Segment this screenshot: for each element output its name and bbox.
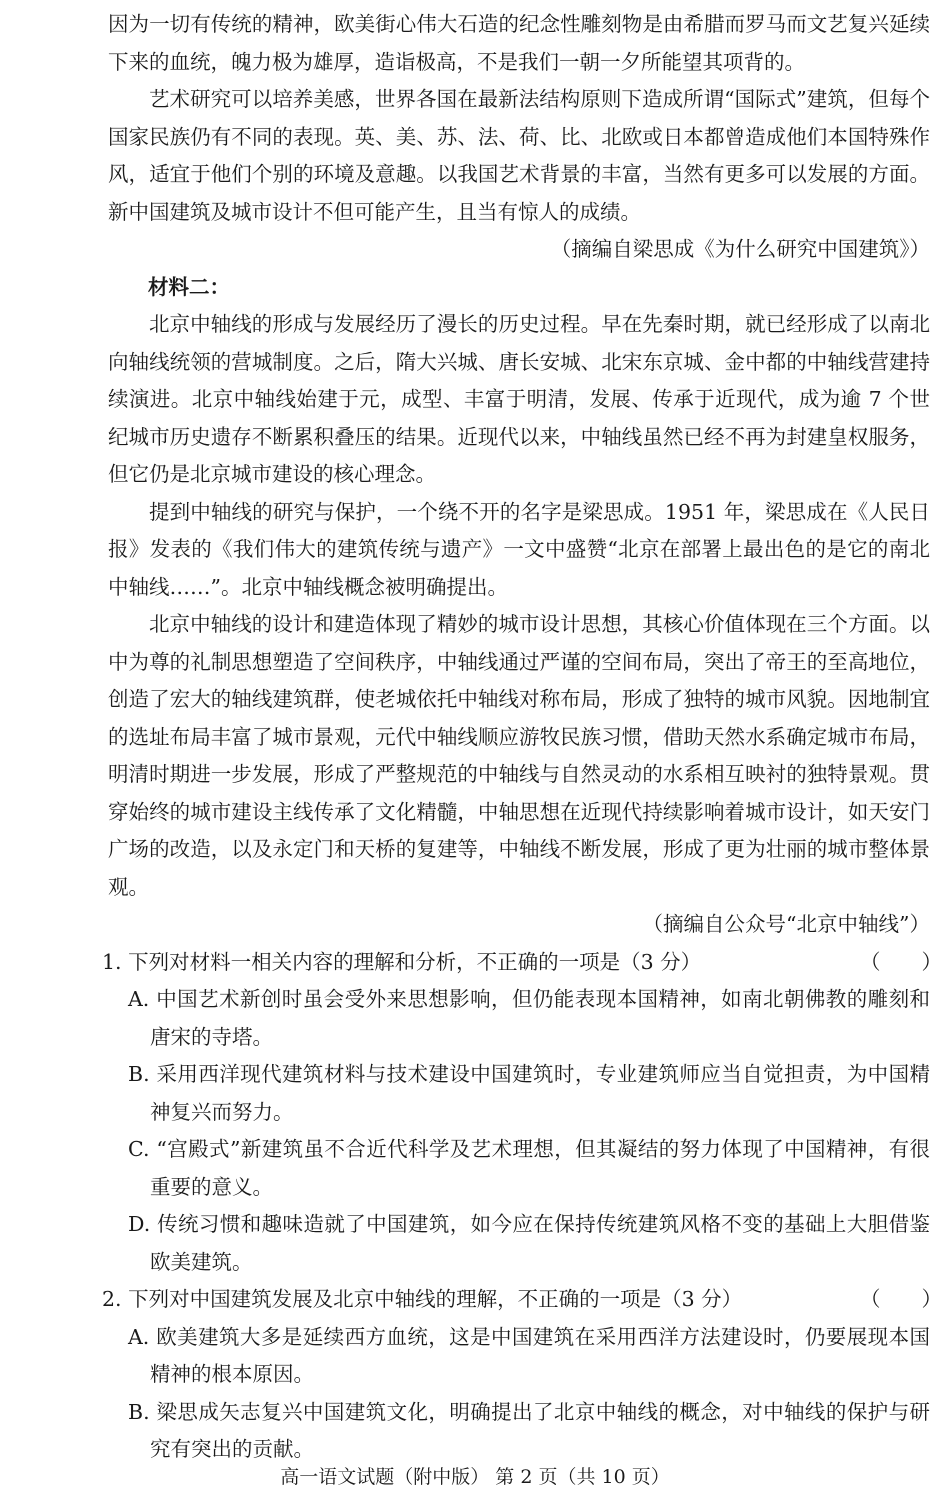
question-2	[102, 1281, 942, 1319]
question-2-stem: 2. 下列对中国建筑发展及北京中轴线的理解，不正确的一项是（3 分）	[102, 1287, 743, 1311]
question-1-option-a: A. 中国艺术新创时虽会受外来思想影响，但仍能表现本国精神，如南北朝佛教的雕刻和唐宋的寺塔。	[128, 987, 930, 1049]
question-1-stem: 1. 下列对材料一相关内容的理解和分析，不正确的一项是（3 分）	[102, 949, 702, 974]
question-1	[102, 944, 942, 982]
material1-art-paragraph: 艺术研究可以培养美感，世界各国在最新法结构原则下造成所谓“国际式”建筑，但每个国家民族仍有不同的表现。英、美、苏、法、荷、比、北欧或日本都曾造成他们本国特殊作风，适宜于他们个别的环境及意趣。以我国艺术背景的丰富，当然有更多可以发展的方面。新中国建筑及城市设计不但可能产生，且当有惊人的成绩。	[108, 87, 930, 224]
question-2-option-b: B. 梁思成矢志复兴中国建筑文化，明确提出了北京中轴线的概念，对中轴线的保护与研究有突出的贡献。	[128, 1399, 930, 1461]
page-footer: 高一语文试题（附中版） 第 2 页（共 10 页）	[280, 1466, 670, 1488]
question-1-option-d: D. 传统习惯和趣味造就了中国建筑，如今应在保持传统建筑风格不变的基础上大胆借鉴欧美建筑。	[128, 1212, 930, 1274]
question-1-option-c: C. “宫殿式”新建筑虽不合近代科学及艺术理想，但其凝结的努力体现了中国精神，有很重要的意义。	[128, 1137, 930, 1199]
material2-source: （摘编自公众号“北京中轴线”）	[642, 912, 930, 936]
material1-continued-paragraph: 因为一切有传统的精神，欧美街心伟大石造的纪念性雕刻物是由希腊而罗马而文艺复兴延续下来的血统，魄力极为雄厚，造诣极高，不是我们一朝一夕所能望其项背的。	[108, 12, 930, 74]
question-2-answer-blank: （ ）	[860, 1287, 942, 1311]
material2-paragraph-1: 北京中轴线的形成与发展经历了漫长的历史过程。早在先秦时期，就已经形成了以南北向轴线统领的营城制度。之后，隋大兴城、唐长安城、北宋东京城、金中都的中轴线营建持续演进。北京中轴线始建于元，成型、丰富于明清，发展、传承于近现代，成为逾 7 个世纪城市历史遗存不断累积叠压的结果。近现代以来，中轴线虽然已经不再为封建皇权服务，但它仍是北京城市建设的核心理念。	[108, 312, 930, 486]
material2-heading: 材料二：	[148, 274, 230, 299]
material2-paragraph-2: 提到中轴线的研究与保护，一个绕不开的名字是梁思成。1951 年，梁思成在《人民日报》发表的《我们伟大的建筑传统与遗产》一文中盛赞“北京在部署上最出色的是它的南北中轴线……”。北京中轴线概念被明确提出。	[108, 499, 930, 599]
question-2-option-a: A. 欧美建筑大多是延续西方血统，这是中国建筑在采用西洋方法建设时，仍要展现本国精神的根本原因。	[128, 1324, 930, 1386]
material1-source: （摘编自梁思成《为什么研究中国建筑》）	[550, 237, 930, 261]
question-1-option-b: B. 采用西洋现代建筑材料与技术建设中国建筑时，专业建筑师应当自觉担责，为中国精神复兴而努力。	[128, 1062, 930, 1124]
material2-paragraph-3: 北京中轴线的设计和建造体现了精妙的城市设计思想，其核心价值体现在三个方面。以中为尊的礼制思想塑造了空间秩序，中轴线通过严谨的空间布局，突出了帝王的至高地位，创造了宏大的轴线建筑群，使老城依托中轴线对称布局，形成了独特的城市风貌。因地制宜的选址布局丰富了城市景观，元代中轴线顺应游牧民族习惯，借助天然水系确定城市布局，明清时期进一步发展，形成了严整规范的中轴线与自然灵动的水系相互映衬的独特景观。贯穿始终的城市建设主线传承了文化精髓，中轴思想在近现代持续影响着城市设计，如天安门广场的改造，以及永定门和天桥的复建等，中轴线不断发展，形成了更为壮丽的城市整体景观。	[108, 612, 930, 899]
question-1-answer-blank: （ ）	[860, 949, 942, 974]
